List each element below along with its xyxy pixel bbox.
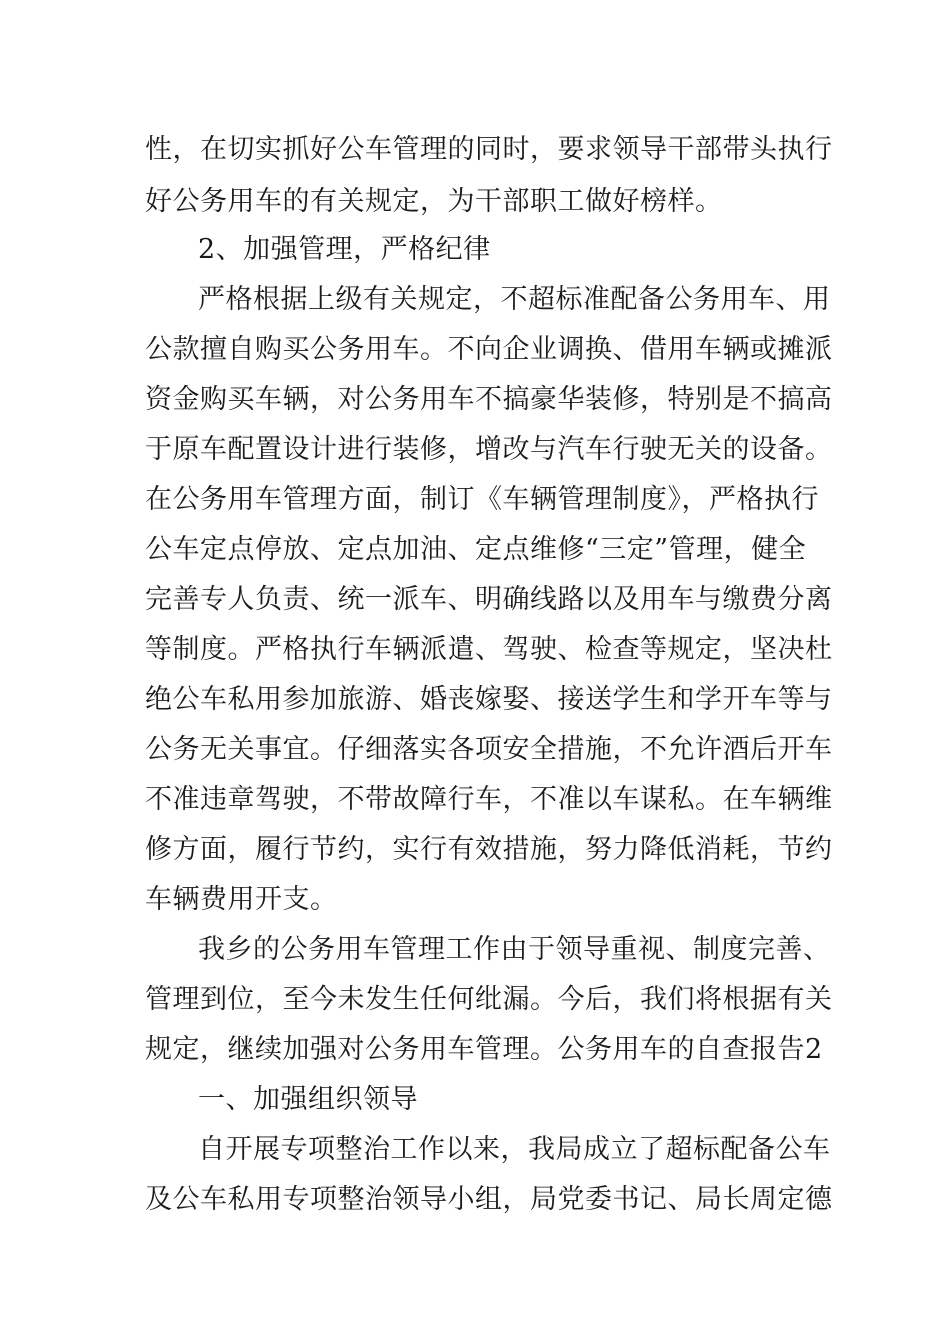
text-line: 完善专人负责、统一派车、明确线路以及用车与缴费分离 [145,584,833,615]
text-line: 好公务用车的有关规定，为干部职工做好榜样。 [145,186,723,217]
text-line: 绝公车私用参加旅游、婚丧嫁娶、接送学生和学开车等与 [145,684,833,715]
section-heading: 2、加强管理，严格纪律 [198,234,491,265]
text-line: 车辆费用开支。 [145,884,338,915]
text-line: 我乡的公务用车管理工作由于领导重视、制度完善、 [198,934,831,965]
text-line: 自开展专项整治工作以来，我局成立了超标配备公车 [198,1134,831,1165]
text-line: 严格根据上级有关规定，不超标准配备公务用车、用 [198,284,831,315]
text-line: 公款擅自购买公务用车。不向企业调换、借用车辆或摊派 [145,334,833,365]
text-line: 公务无关事宜。仔细落实各项安全措施，不允许酒后开车 [145,734,833,765]
text-line: 及公车私用专项整治领导小组，局党委书记、局长周定德 [145,1184,833,1215]
text-line: 等制度。严格执行车辆派遣、驾驶、检查等规定，坚决杜 [145,634,833,665]
text-line: 公车定点停放、定点加油、定点维修“三定”管理，健全 [145,534,807,565]
text-line: 性，在切实抓好公车管理的同时，要求领导干部带头执行 [145,134,833,165]
text-line: 资金购买车辆，对公务用车不搞豪华装修，特别是不搞高 [145,384,833,415]
text-line: 于原车配置设计进行装修，增改与汽车行驶无关的设备。 [145,434,833,465]
text-line: 规定，继续加强对公务用车管理。公务用车的自查报告2 [145,1034,823,1065]
section-heading: 一、加强组织领导 [198,1084,418,1115]
text-line: 修方面，履行节约，实行有效措施，努力降低消耗，节约 [145,834,833,865]
text-line: 不准违章驾驶，不带故障行车，不准以车谋私。在车辆维 [145,784,833,815]
text-line: 在公务用车管理方面，制订《车辆管理制度》，严格执行 [145,484,819,515]
text-line: 管理到位，至今未发生任何纰漏。今后，我们将根据有关 [145,984,833,1015]
